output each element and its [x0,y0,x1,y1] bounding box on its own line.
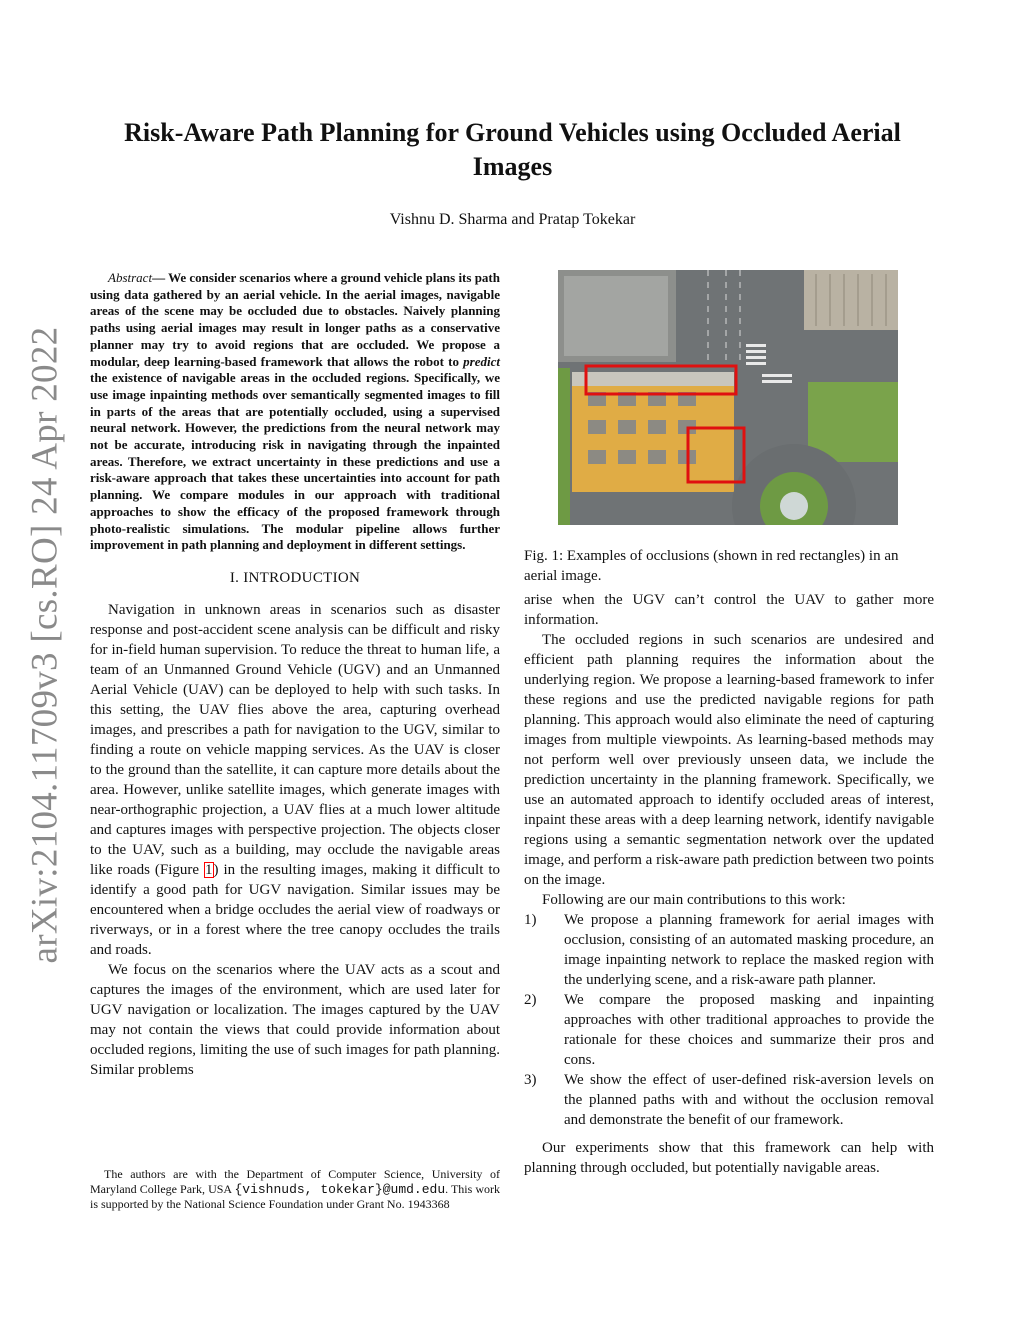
figure-grass-west [558,368,570,525]
figure-ref-link[interactable]: 1 [205,861,213,878]
right-paragraph-following: Following are our main contributions to this work: [542,892,846,908]
footnote-text-a: The authors are with the Department of Computer Science, University of Maryland College Park, USA [90,1167,500,1196]
contribution-number: 3) [524,1072,537,1088]
figure-building-ne [804,270,898,330]
figure-grass-east [808,382,898,462]
figure-fountain [780,492,808,520]
intro-paragraph-1 [90,600,500,960]
contribution-item [524,910,934,990]
figure-caption: Fig. 1: Examples of occlusions (shown in red rectangles) in an aerial image. [524,548,899,584]
contribution-item [524,1070,934,1130]
right-paragraph-occlusion: The occluded regions in such scenarios are undesired and efficient path planning requires the information about the underlying region. We propose a learning-based framework to infer these regions and use the predicted navigable regions for path planning. This approach would also eliminate the need of capturing images from multiple viewpoints. As learning-based methods may not perform well over previously unseen data, we include the prediction uncertainty in the planning framework. Specifically, we use an automated approach to identify occluded areas of interest, inpaint these areas with a deep learning network, identify navigable regions using a semantic segmentation network over the updated image, and perform a risk-aware path prediction between two points on the image. [524,632,934,888]
arxiv-stamp [20,326,70,964]
left-column [90,270,500,1080]
contributions-list [524,910,934,1130]
right-column [524,270,934,1178]
figure-building-nw-roof [564,276,668,356]
paper-authors: Vishnu D. Sharma and Pratap Tokekar [389,211,636,228]
abstract-text-b: the existence of navigable areas in the occluded regions. Specifically, we use image inpainting methods over semantically segmented images to fill in parts of the areas that are potentially occluded, using a supervised neural network. However, the predictions from the neural network may not be accurate, introducing risk in navigating through the inpainted areas. Therefore, we extract uncertainty in these predictions and use a risk-aware approach that takes these uncertainties into account for path planning. We compare modules in our approach with traditional approaches to show the efficacy of the proposed framework through photo-realistic simulations. The modular pipeline allows further improvement in path planning and deployment in different settings. [90,370,500,553]
aerial-image-figure [558,270,898,525]
contribution-text: We compare the proposed masking and inpainting approaches with other traditional approaches to provide the rationale for these choices and summarize their pros and cons. [564,992,934,1068]
intro-paragraph-2: We focus on the scenarios where the UAV acts as a scout and captures the images of the environment, which are used later for UGV navigation or localization. The images captured by the UAV may not contain the views that could provide information about occluded regions, limiting the use of such images for path planning. Similar problems [90,961,500,1078]
right-paragraph-final: Our experiments show that this framework can help with planning through occluded, but potentially navigable areas. [524,1140,934,1176]
intro-heading: I. INTRODUCTION [229,569,361,586]
abstract [90,270,500,554]
arxiv-id: arXiv:2104.11709v3 [cs.RO] 24 Apr 2022 [24,326,66,964]
footnote [90,1167,500,1212]
intro-p1-part-b: ) in the resulting images, making it difficult to identify a good path for UGV navigation. Similar issues may be encountered when a bridge occludes the aerial view of roadways or riverways, or in a forest where the tree canopy occludes the trails and roads. [90,861,500,958]
footnote-emails[interactable]: {vishnuds, tokekar}@umd.edu [234,1182,446,1197]
contribution-number: 1) [524,912,537,928]
figure-building-orange-edge [572,372,734,386]
abstract-text-a: — We consider scenarios where a ground vehicle plans its path using data gathered by an aerial vehicle. In the aerial images, navigable areas of the scene may be occluded due to obstacles. Naively planning paths using aerial images may result in longer paths as a conservative planner may try to avoid regions that are occluded. We propose a modular, deep learning-based framework that allows the robot to [90,270,500,369]
footnote-text-b: . This work is supported by the National Science Foundation under Grant No. 1943368 [90,1182,500,1211]
contribution-text: We propose a planning framework for aerial images with occlusion, consisting of an automated masking procedure, an image inpainting network to replace the masked region with the underlying scene, and a risk-aware path planner. [564,912,934,988]
right-paragraph-continuation: arise when the UGV can’t control the UAV to gather more information. [524,592,934,628]
contribution-number: 2) [524,992,537,1008]
abstract-lead: Abstract [108,270,153,285]
contribution-text: We show the effect of user-defined risk-aversion levels on the planned paths with and without the occlusion removal and demonstrate the benefit of our framework. [564,1072,934,1128]
abstract-emphasis: predict [463,353,500,369]
intro-p1-part-a: Navigation in unknown areas in scenarios such as disaster response and post-accident scene analysis can be difficult and risky for in-field human supervision. To reduce the threat to human life, a team of an Unmanned Ground Vehicle (UGV) and an Unmanned Aerial Vehicle (UAV) can be deployed to help with such tasks. In this setting, the UAV flies above the area, capturing overhead images, and prescribes a path for navigation to the UGV, similar to finding a route on vehicle mapping services. As the UAV is closer to the ground than the satellite, it can capture more details about the area. However, unlike satellite images, which generate images with near-orthographic projection, a UAV flies at a much lower altitude and captures images with perspective projection. The objects closer to the UAV, such as a building, may occlude the navigable areas like roads (Figure [90,601,500,878]
paper-title: Risk-Aware Path Planning for Ground Vehicles using Occluded Aerial Images [124,118,901,181]
contribution-item [524,990,934,1070]
